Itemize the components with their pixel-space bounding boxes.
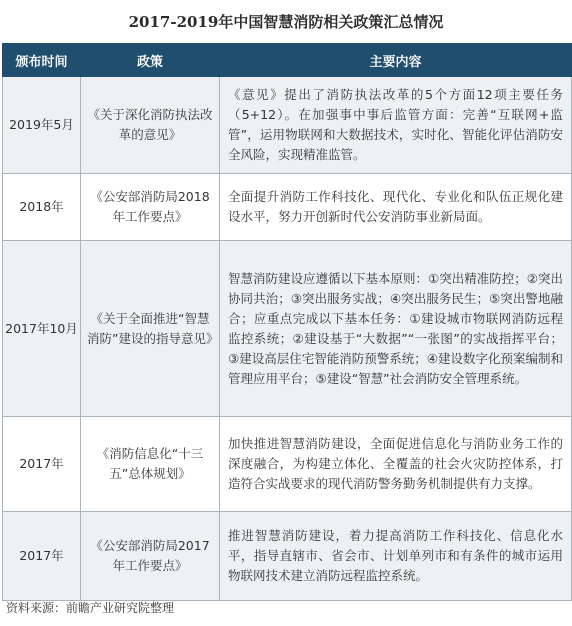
header-content: 主要内容 [220, 44, 572, 77]
cell-date: 2017年 [3, 417, 81, 512]
table-row [3, 417, 572, 512]
table-row [3, 512, 572, 601]
source-note: 资料来源：前瞻产业研究院整理 [6, 600, 175, 615]
cell-content: 推进智慧消防建设，着力提高消防工作科技化、信息化水平，指导直辖市、省会市、计划单列市和有条件的城市运用物联网技术建立消防远程监控系统。 [220, 512, 572, 601]
cell-date: 2018年 [3, 174, 81, 241]
table-row [3, 77, 572, 174]
cell-content: 《意见》提出了消防执法改革的5个方面12项主要任务（5+12）。在加强事中事后监管方面：完善“互联网+监管”，运用物联网和大数据技术，实时化、智能化评估消防安全风险，实现精准监管。 [220, 77, 572, 174]
cell-date: 2017年 [3, 512, 81, 601]
policy-table [2, 43, 572, 601]
table-row [3, 241, 572, 417]
table-row [3, 174, 572, 241]
page-title: 2017-2019年中国智慧消防相关政策汇总情况 [128, 12, 444, 31]
cell-content: 加快推进智慧消防建设，全面促进信息化与消防业务工作的深度融合，为构建立体化、全覆盖的社会火灾防控体系，打造符合实战要求的现代消防警务勤务机制提供有力支撑。 [220, 417, 572, 512]
cell-date: 2019年5月 [3, 77, 81, 174]
cell-policy: 《公安部消防局2017年工作要点》 [81, 512, 220, 601]
cell-policy: 《消防信息化“十三五”总体规划》 [81, 417, 220, 512]
cell-policy: 《关于全面推进“智慧消防”建设的指导意见》 [81, 241, 220, 417]
header-date: 颁布时间 [3, 44, 81, 77]
cell-date: 2017年10月 [3, 241, 81, 417]
header-policy: 政策 [81, 44, 220, 77]
cell-policy: 《公安部消防局2018年工作要点》 [81, 174, 220, 241]
cell-content: 智慧消防建设应遵循以下基本原则：①突出精准防控；②突出协同共治；③突出服务实战；④突出服务民生；⑤突出警地融合；应重点完成以下基本任务：①建设城市物联网消防远程监控系统；②建设基于“大数据”“一张图”的实战指挥平台；③建设高层住宅智能消防预警系统；④建设数字化预案编制和管理应用平台；⑤建设“智慧”社会消防安全管理系统。 [220, 241, 572, 417]
cell-content: 全面提升消防工作科技化、现代化、专业化和队伍正规化建设水平，努力开创新时代公安消防事业新局面。 [220, 174, 572, 241]
table-header-row [3, 44, 572, 77]
cell-policy: 《关于深化消防执法改革的意见》 [81, 77, 220, 174]
